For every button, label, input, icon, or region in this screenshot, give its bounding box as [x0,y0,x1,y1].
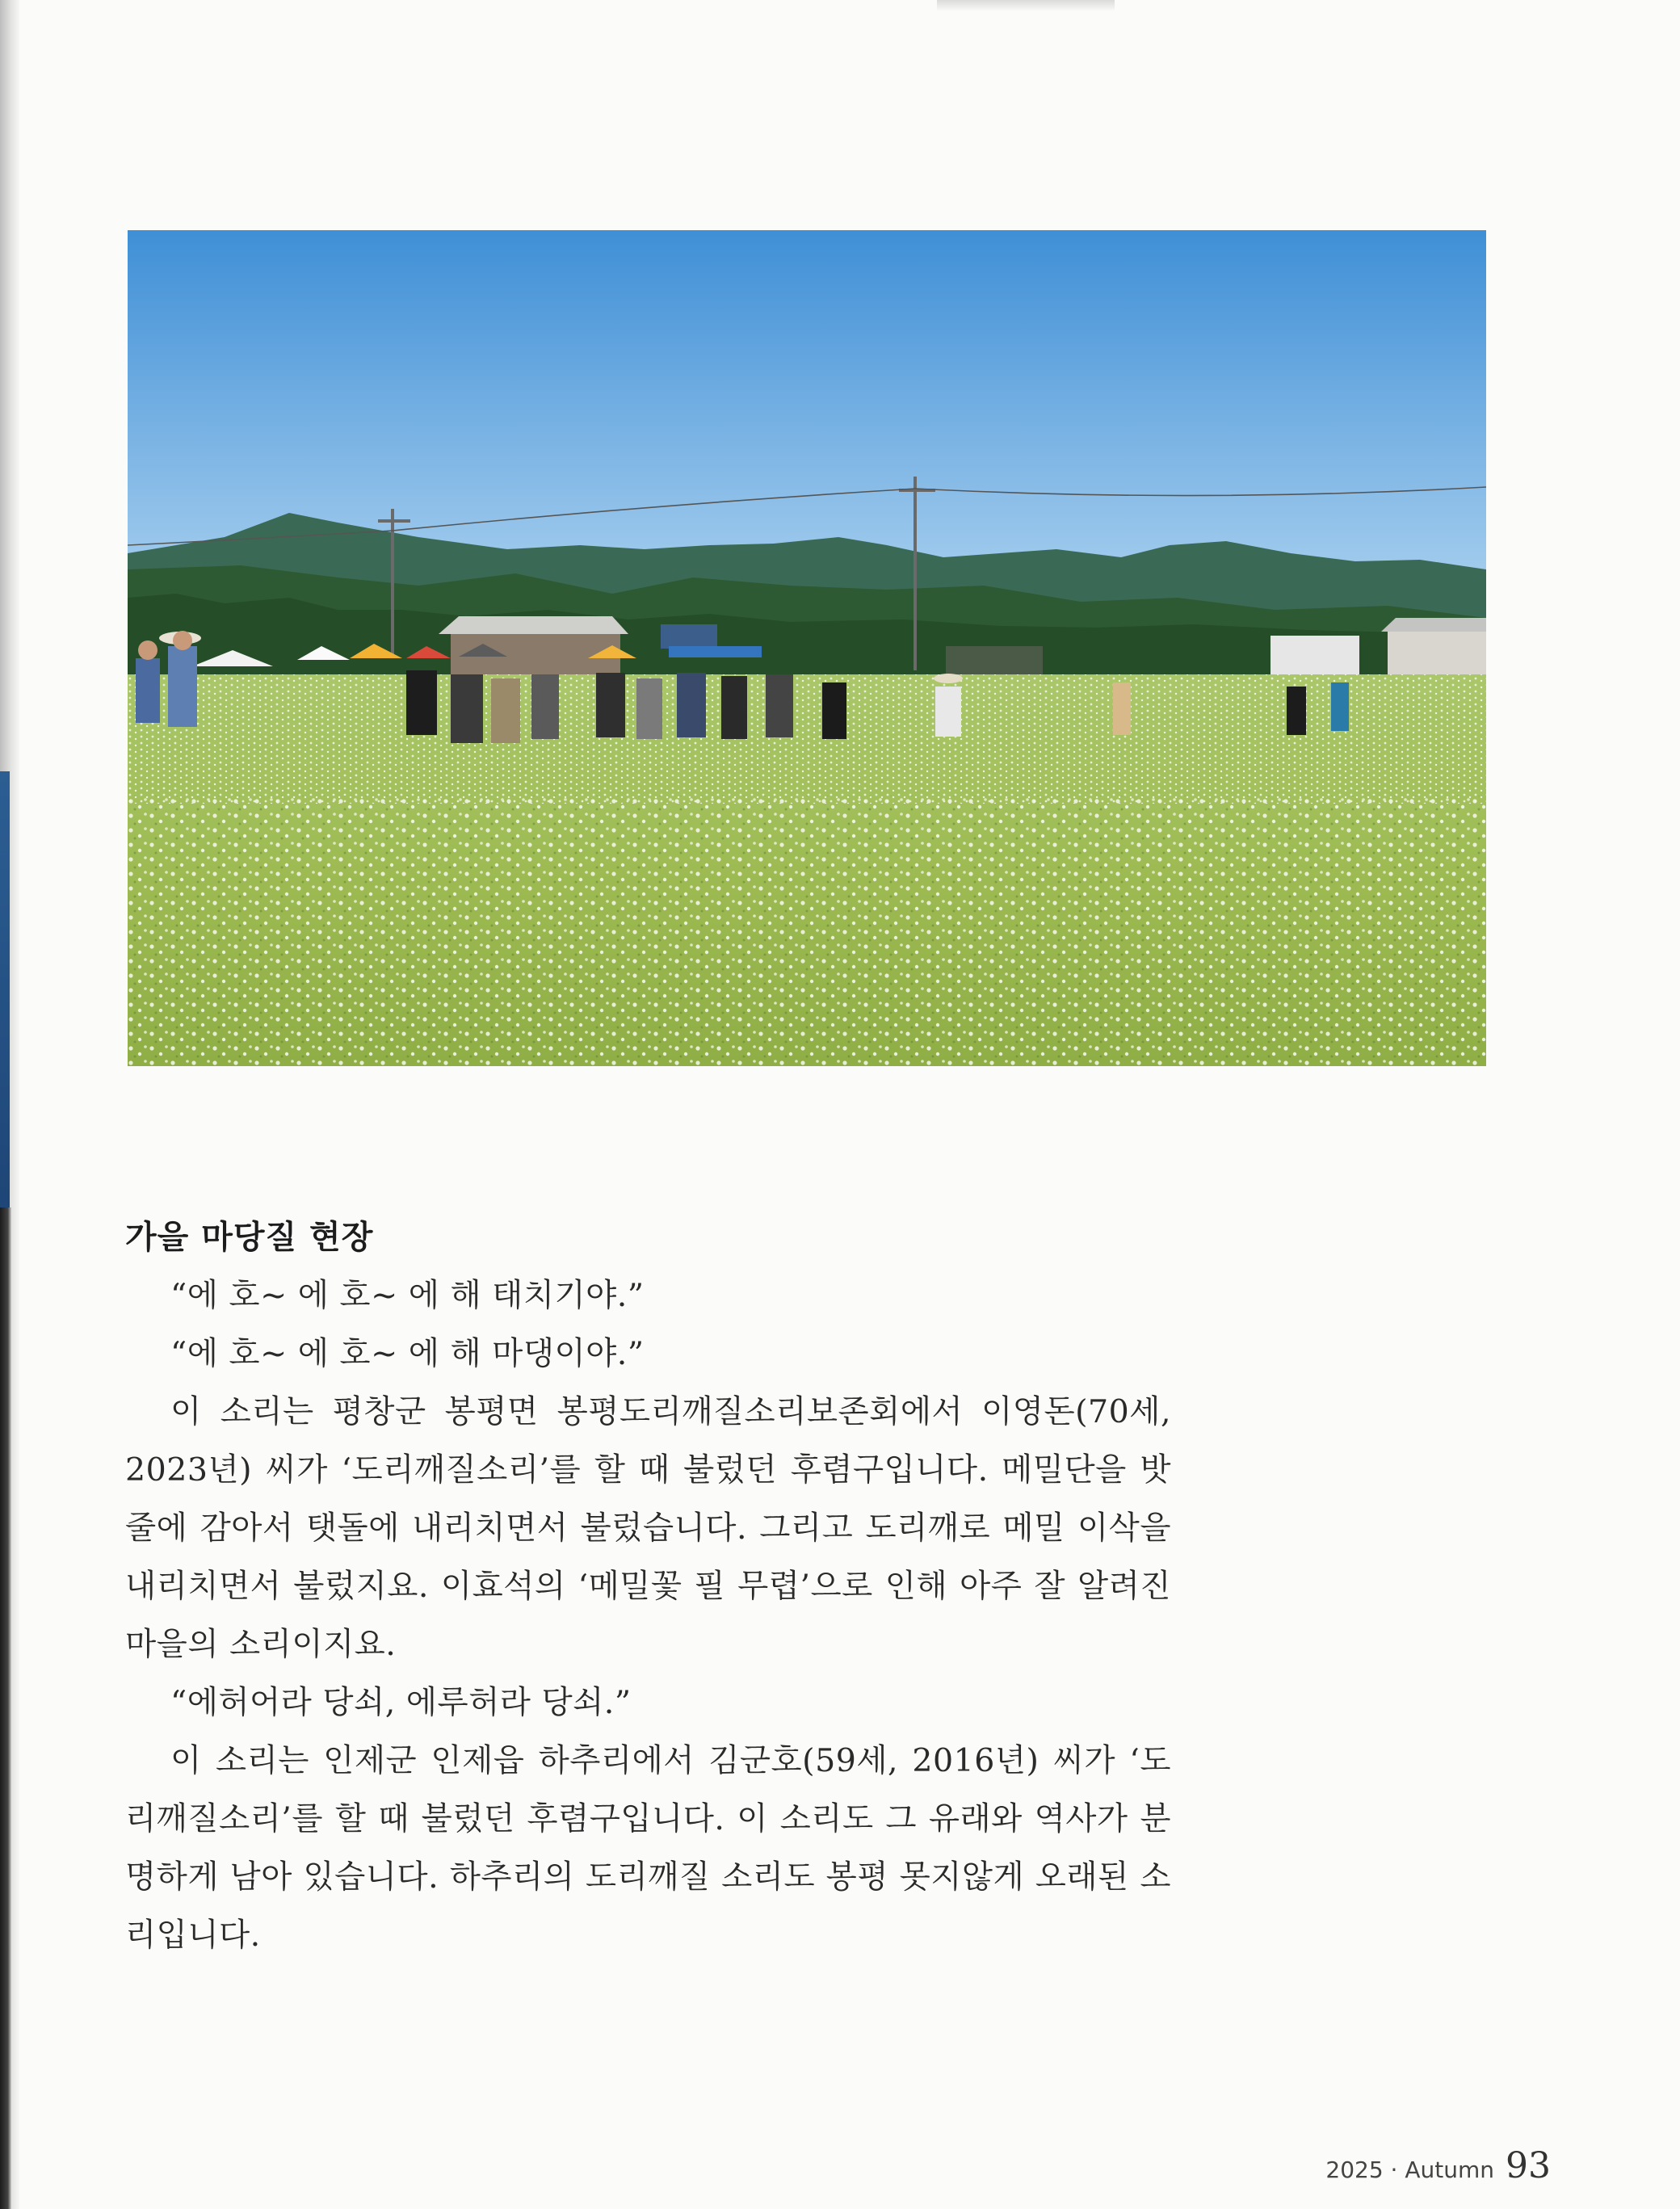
page-number: 93 [1506,2145,1551,2186]
quote-paragraph: “에 호~ 에 호~ 에 해 태치기야.” [170,1277,645,1314]
scan-smudge [937,0,1115,11]
binding-color-strip [0,771,10,1207]
body-paragraph: 이 소리는 인제군 인제읍 하추리에서 김군호(59세, 2016년) 씨가 ‘도리깨질소리’를 할 때 불렀던 후렴구입니다. 이 소리도 그 유래와 역사가 분명하게 남아 있습니다. 하추리의 도리깨질 소리도 봉평 못지않게 오래된 소리입니다. [125,1742,1171,1954]
page-footer [1325,2145,1551,2186]
quote-paragraph: “에 호~ 에 호~ 에 해 마댕이야.” [170,1335,645,1372]
body-paragraph: 이 소리는 평창군 봉평면 봉평도리깨질소리보존회에서 이영돈(70세, 2023년) 씨가 ‘도리깨질소리’를 할 때 불렀던 후렴구입니다. 메밀단을 밧줄에 감아서 탯돌에 내리치면서 불렀습니다. 그리고 도리깨로 메밀 이삭을 내리치면서 불렀지요. 이효석의 ‘메밀꽃 필 무렵’으로 인해 아주 잘 알려진 마을의 소리이지요. [125,1393,1171,1663]
buckwheat-field-photo [128,230,1486,1066]
binding-shadow [0,1207,11,2209]
article-body [125,1266,1171,1964]
issue-label: 2025 · Autumn [1325,2157,1494,2183]
quote-paragraph: “에허어라 당쇠, 에루허라 당쇠.” [170,1684,632,1721]
section-heading: 가을 마당질 현장 [125,1219,374,1256]
